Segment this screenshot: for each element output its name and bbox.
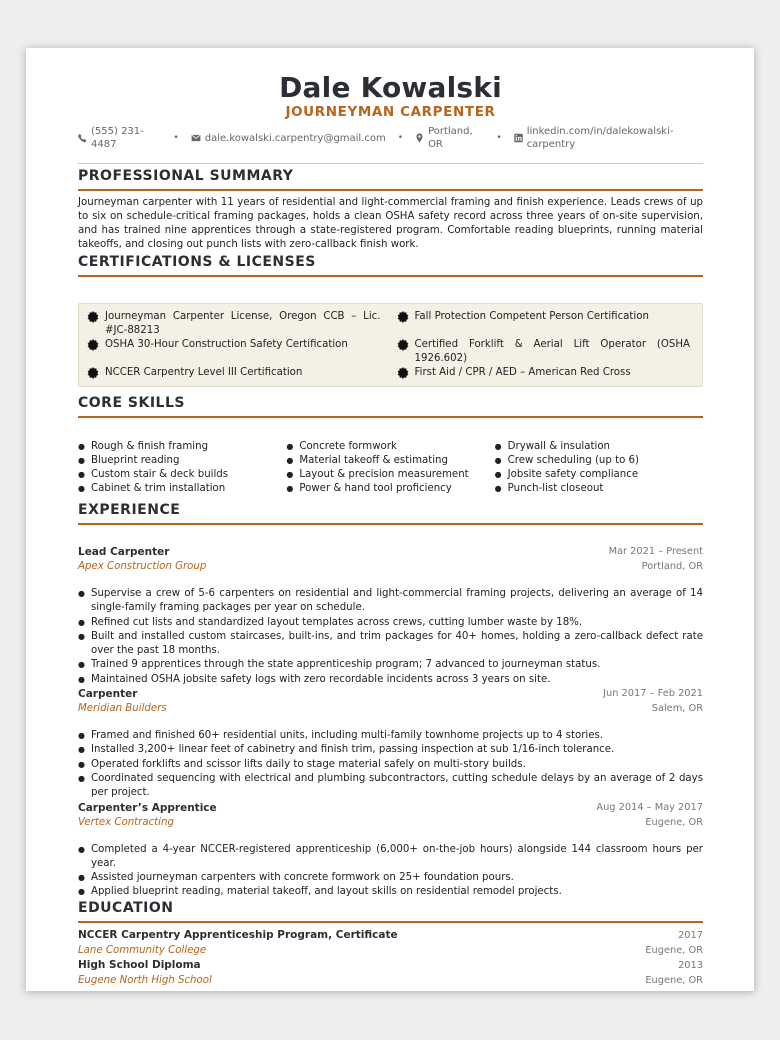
job-subheader [78, 815, 703, 830]
skill-item [286, 454, 494, 468]
job-bullet-text: Assisted journeyman carpenters with concrete formwork on 25+ foundation pours. [91, 872, 514, 884]
bullet-icon: ● [78, 887, 85, 897]
job-bullet-text: Framed and finished 60+ residential units, including multi-family townhome projects up to 4 stories. [91, 730, 604, 742]
education-location: Eugene, OR [645, 944, 703, 956]
job-bullet [78, 630, 703, 659]
education-section [78, 900, 703, 988]
bullet-icon: ● [286, 442, 294, 451]
contact-linkedin[interactable] [514, 125, 703, 151]
cert-item [397, 310, 691, 338]
bullet-icon: ● [286, 456, 294, 465]
skill-label: Layout & precision measurement [299, 469, 469, 480]
badge-icon [397, 311, 409, 323]
skill-label: Drywall & insulation [507, 441, 611, 452]
skill-item [495, 440, 703, 454]
cert-label: First Aid / CPR / AED – American Red Cross [414, 367, 631, 378]
job-bullet-text: Operated forklifts and scissor lifts daily to stage material safely on multi-story builds. [91, 758, 526, 770]
contact-email-text[interactable]: dale.kowalski.carpentry@gmail.com [204, 132, 386, 144]
contact-separator: • [496, 132, 502, 143]
job-entry [78, 801, 703, 900]
skill-label: Blueprint reading [91, 455, 180, 466]
bullet-icon: ● [78, 731, 85, 741]
job-bullet [78, 616, 703, 630]
skills-column [286, 440, 494, 496]
contact-phone [78, 125, 161, 151]
skills-grid [78, 440, 703, 496]
job-bullet-text: Installed 3,200+ linear feet of cabinetry and finish trim, passing inspection at sub 1/16-inch tolerance. [91, 744, 615, 756]
job-bullets [78, 729, 703, 800]
skill-item [78, 468, 286, 482]
bullet-icon: ● [494, 470, 502, 479]
bullet-icon: ● [286, 484, 294, 493]
badge-icon [87, 339, 99, 351]
skill-label: Concrete formwork [299, 441, 397, 452]
job-location: Portland, OR [641, 561, 703, 572]
job-bullet-text: Refined cut lists and standardized layout templates across crews, cutting lumber waste by 18%. [91, 616, 583, 628]
bullet-icon: ● [78, 456, 85, 465]
job-header [78, 801, 703, 815]
job-dates: Jun 2017 – Feb 2021 [603, 688, 703, 700]
bullet-icon: ● [78, 674, 85, 684]
cert-item [87, 366, 381, 380]
resume-page [26, 48, 754, 991]
job-bullet [78, 885, 703, 899]
contact-linkedin-text[interactable]: linkedin.com/in/dalekowalski-carpentry [526, 126, 674, 150]
education-entry [78, 958, 703, 988]
skill-label: Power & hand tool proficiency [299, 483, 452, 494]
summary-text: Journeyman carpenter with 11 years of residential and light-commercial framing and finish experience. Leads crews of up to six on schedule-critical framing packages, holds a clean OSHA safety record across three years of on-site supervision, and has trained nine apprentices through a state-registered program. Comfortable reading blueprints, running material takeoffs, and closing out punch lists with zero-callback finish work. [78, 197, 703, 250]
skill-item [286, 440, 494, 454]
job-subheader [78, 701, 703, 716]
cert-item [87, 310, 381, 338]
contact-line [78, 125, 703, 151]
job-title: Carpenter [78, 688, 138, 701]
bullet-icon: ● [78, 470, 85, 479]
education-subheader [78, 943, 703, 958]
bullet-icon: ● [78, 660, 85, 670]
job-location: Salem, OR [651, 703, 703, 715]
job-dates: Mar 2021 – Present [608, 546, 703, 557]
bullet-icon: ● [78, 759, 85, 769]
section-title-skills: CORE SKILLS [78, 395, 703, 418]
job-bullet-text: Completed a 4-year NCCER-registered apprenticeship (6,000+ on-the-job hours) alongside 144 classroom hours per year. [91, 843, 703, 869]
badge-icon [397, 367, 409, 379]
job-subheader [78, 559, 703, 574]
skill-label: Custom stair & deck builds [91, 469, 229, 480]
job-company: Meridian Builders [78, 703, 167, 715]
bullet-icon: ● [494, 484, 502, 493]
job-company: Vertex Contracting [78, 816, 174, 828]
cert-label: NCCER Carpentry Level III Certification [105, 367, 303, 378]
summary-section [78, 168, 703, 252]
cert-label: Certified Forklift & Aerial Lift Operator (OSHA 1926.602) [414, 339, 690, 364]
job-bullet-text: Supervise a crew of 5-6 carpenters on residential and light-commercial framing projects, delivering an average of 14 single-family framing packages per year on schedule. [91, 588, 703, 614]
experience-section [78, 502, 703, 900]
job-bullet-text: Coordinated sequencing with electrical and plumbing subcontractors, cutting schedule delays by an average of 2 days per project. [91, 772, 703, 799]
skill-item [78, 440, 286, 454]
contact-location [415, 125, 484, 151]
job-bullet [78, 729, 703, 743]
certifications-box [78, 303, 703, 387]
skill-label: Rough & finish framing [91, 441, 209, 452]
education-year: 2017 [678, 929, 703, 941]
bullet-icon: ● [78, 589, 85, 598]
job-company: Apex Construction Group [78, 561, 207, 572]
contact-phone-text: (555) 231-4487 [91, 126, 144, 150]
skill-item [78, 482, 286, 496]
section-title-education: EDUCATION [78, 900, 703, 923]
skill-label: Crew scheduling (up to 6) [507, 455, 640, 466]
bullet-icon: ● [78, 442, 85, 451]
job-bullet [78, 843, 703, 872]
job-header [78, 545, 703, 559]
education-header [78, 958, 703, 973]
job-title: Carpenter’s Apprentice [78, 801, 217, 814]
candidate-role: JOURNEYMAN CARPENTER [285, 104, 496, 120]
education-header [78, 928, 703, 943]
job-location: Eugene, OR [645, 816, 703, 828]
skills-column [495, 440, 703, 496]
cert-label: Journeyman Carpenter License, Oregon CCB – Lic. #JC-88213 [105, 311, 381, 336]
bullet-icon: ● [78, 617, 85, 627]
bullet-icon: ● [78, 745, 85, 755]
education-entry [78, 928, 703, 958]
job-entry [78, 545, 703, 687]
skill-item [286, 468, 494, 482]
skill-item [495, 468, 703, 482]
cert-item [87, 338, 381, 366]
education-school: Lane Community College [78, 944, 207, 956]
contact-email[interactable] [191, 132, 386, 145]
section-title-summary: PROFESSIONAL SUMMARY [78, 168, 703, 191]
badge-icon [87, 311, 99, 323]
header-divider [78, 163, 703, 164]
skill-item [286, 482, 494, 496]
bullet-icon: ● [494, 442, 502, 451]
bullet-icon: ● [78, 844, 85, 854]
section-title-experience: EXPERIENCE [78, 502, 703, 525]
skill-label: Cabinet & trim installation [91, 483, 226, 494]
job-bullet [78, 772, 703, 801]
education-location: Eugene, OR [645, 974, 703, 986]
phone-icon [78, 133, 87, 143]
cert-item [397, 366, 691, 380]
job-bullets [78, 843, 703, 900]
badge-icon [397, 339, 409, 351]
skill-label: Punch-list closeout [507, 483, 604, 494]
job-bullet-text: Applied blueprint reading, material takeoff, and layout skills on residential remodel projects. [91, 886, 562, 898]
job-bullet [78, 658, 703, 672]
bullet-icon: ● [78, 773, 85, 783]
job-bullets [78, 587, 703, 687]
education-degree: NCCER Carpentry Apprenticeship Program, Certificate [78, 928, 398, 941]
skill-item [495, 482, 703, 496]
map-pin-icon [415, 133, 424, 143]
badge-icon [87, 367, 99, 379]
cert-label: OSHA 30-Hour Construction Safety Certification [105, 339, 348, 350]
skills-column [78, 440, 286, 496]
job-dates: Aug 2014 – May 2017 [596, 801, 703, 813]
linkedin-icon [514, 133, 523, 143]
skill-label: Jobsite safety compliance [507, 469, 639, 480]
skill-item [495, 454, 703, 468]
bullet-icon: ● [78, 631, 85, 641]
job-entry [78, 687, 703, 800]
skill-item [78, 454, 286, 468]
job-bullet-text: Trained 9 apprentices through the state apprenticeship program; 7 advanced to journeyman status. [91, 659, 601, 671]
envelope-icon [191, 133, 201, 143]
bullet-icon: ● [494, 456, 502, 465]
job-bullet [78, 673, 703, 687]
resume-content [78, 72, 703, 988]
job-header [78, 687, 703, 701]
job-title: Lead Carpenter [78, 546, 170, 558]
bullet-icon: ● [78, 484, 85, 493]
job-bullet [78, 758, 703, 772]
skills-section [78, 395, 703, 496]
education-subheader [78, 973, 703, 988]
bullet-icon: ● [286, 470, 294, 479]
job-bullet-text: Maintained OSHA jobsite safety logs with zero recordable incidents across 3 years on site. [91, 673, 551, 685]
cert-item [397, 338, 691, 366]
certifications-section [78, 254, 703, 387]
skill-label: Material takeoff & estimating [299, 455, 448, 466]
contact-separator: • [397, 132, 404, 143]
contact-location-text: Portland, OR [428, 126, 473, 150]
cert-label: Fall Protection Competent Person Certification [414, 311, 649, 322]
bullet-icon: ● [78, 873, 85, 883]
education-school: Eugene North High School [78, 974, 212, 986]
job-bullet [78, 743, 703, 757]
education-year: 2013 [678, 959, 703, 971]
job-bullet [78, 871, 703, 885]
contact-separator: • [173, 132, 179, 143]
job-bullet-text: Built and installed custom staircases, built-ins, and trim packages for 40+ homes, holding a zero-callback defect rate over the past 18 months. [91, 630, 703, 657]
section-title-certifications: CERTIFICATIONS & LICENSES [78, 254, 703, 277]
job-bullet [78, 587, 703, 616]
candidate-name: Dale Kowalski [279, 71, 502, 104]
education-degree: High School Diploma [78, 958, 201, 971]
